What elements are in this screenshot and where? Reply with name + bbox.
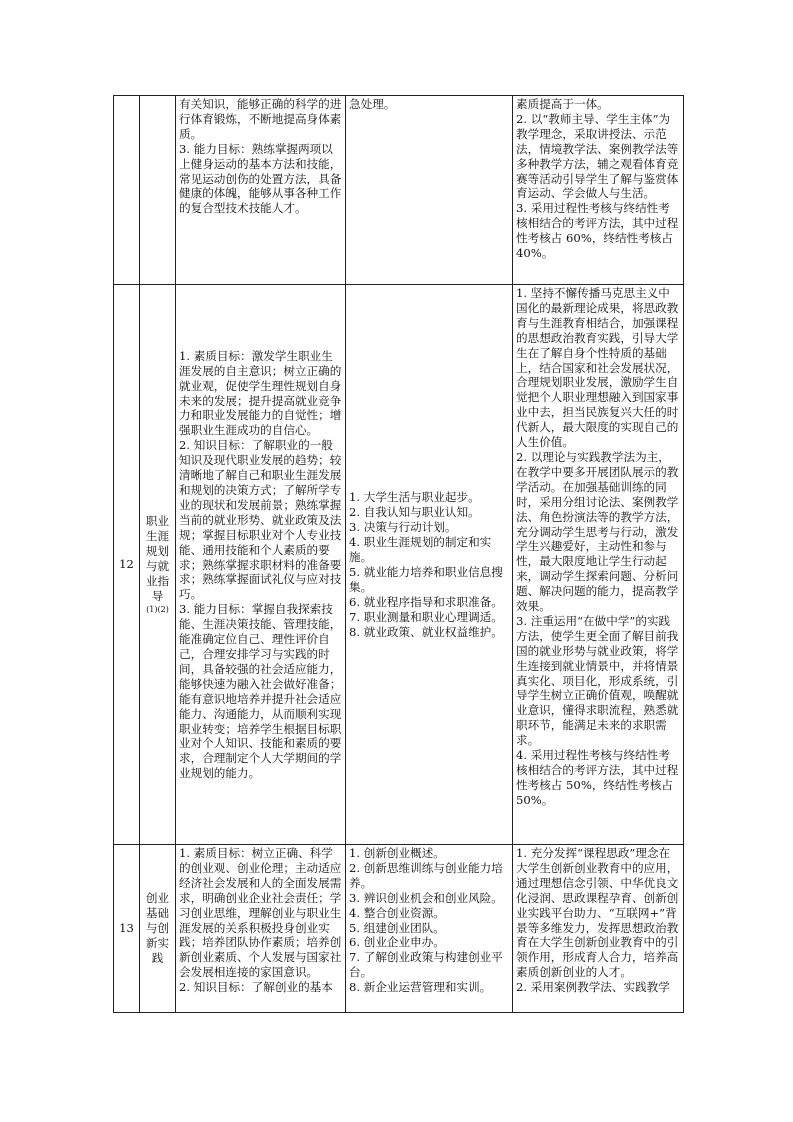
content-item: 2. 自我认知与职业认知。	[349, 505, 480, 520]
content-item: 急处理。	[349, 97, 396, 111]
objective-item: 1. 素质目标：树立正确、科学的创业观、创业伦理；主动适应经济社会发展和人的全面发展需求，明确创业企业社会责任；学习创业思维，理解创业与职业生涯发展的关系积极投身创业实践；培养团队协作素质；培养创新创业素质、个人发展与国家社会发展相连接的家国意识。	[179, 846, 342, 980]
methods-cell	[513, 845, 684, 1013]
method-item: 4. 采用过程性考核与终结性考核相结合的考评方法，其中过程性考核占 50%，终结性考核占 50%。	[516, 748, 679, 807]
method-item: 1. 充分发挥“课程思政”理念在大学生创新创业教育中的应用，通过理想信念引领、中华优良文化浸润、思政课程孕育、创新创业实践平台助力、“互联网+”背景等多维发力，发挥思想政治教育在大学生创新创业教育中的引领作用，形成育人合力，培养高素质创新创业的人才。	[516, 846, 679, 980]
methods-cell	[513, 285, 684, 845]
objective-item: 3. 能力目标：掌握自我探索技能、生涯决策技能、管理技能，能准确定位自己、理性评价自己，合理安排学习与实践的时间，具备较强的社会适应能力，能够快速为融入社会做好准备；能有意识地培养并提升社会适应能力、沟通能力，从而顺利实现职业转变；培养学生根据目标职业对个人知识、技能和素质的要求，合理制定个人大学期间的学业规划的能力。	[179, 602, 342, 781]
objective-item: 3. 能力目标：熟练掌握两项以上健身运动的基本方法和技能，常见运动创伤的处置方法，具备健康的体魄，能够从事各种工作的复合型技术技能人才。	[179, 141, 342, 216]
course-name: 职业生涯规划与就业指导	[145, 514, 170, 603]
table-row	[114, 96, 684, 285]
content-item: 6. 创业企业申办。	[349, 935, 445, 950]
content-item: 4. 职业生涯规划的制定和实施。	[349, 535, 492, 565]
content-item: 2. 创新思维训练与创业能力培养。	[349, 860, 503, 890]
course-name-cell	[140, 285, 176, 845]
method-item: 2. 以理论与实践教学法为主，在教学中要多开展团队展示的教学活动。在加强基础训练的同时，采用分组讨论法、案例教学法、角色扮演法等的教学方法，充分调动学生思考与行动，激发学生兴趣爱好，主动性和参与性，最大限度地让学生行动起来，调动学生探索问题、分析问题、解决问题的能力，提高教学效果。	[516, 449, 679, 614]
objective-item: 2. 知识目标：了解创业的基本	[179, 980, 333, 995]
method-item: 素质提高于一体。	[516, 97, 609, 111]
objectives-cell	[176, 96, 346, 285]
content-cell	[346, 96, 513, 285]
table-row	[114, 285, 684, 845]
objective-item: 2. 知识目标：了解职业的一般知识及现代职业发展的趋势；较清晰地了解自己和职业生涯发展和规划的决策方式；了解所学专业的现状和发展前景；熟练掌握当前的就业形势、就业政策及法规；掌握目标职业对个人专业技能、通用技能和个人素质的要求；熟练掌握求职材料的准备要求；熟练掌握面试礼仪与应对技巧。	[179, 438, 342, 602]
content-item: 1. 大学生活与职业起步。	[349, 490, 480, 505]
course-table	[113, 95, 684, 1013]
objectives-cell	[176, 845, 346, 1013]
content-cell	[346, 285, 513, 845]
content-item: 4. 整合创业资源。	[349, 905, 445, 920]
content-item: 7. 了解创业政策与构建创业平台。	[349, 950, 503, 980]
row-number	[114, 96, 140, 285]
row-number: 13	[114, 845, 140, 1013]
objective-item: 1. 素质目标：激发学生职业生涯发展的自主意识；树立正确的就业观，促使学生理性规划自身未来的发展；提升提高就业竞争力和职业发展能力的自觉性；增强职业生涯成功的自信心。	[179, 348, 342, 438]
content-item: 7. 职业测量和职业心理调适。	[349, 609, 503, 624]
content-item: 1. 创新创业概述。	[349, 846, 445, 860]
content-item: 3. 决策与行动计划。	[349, 520, 457, 535]
method-item: 2. 采用案例教学法、实践教学	[516, 980, 670, 995]
course-name-cell	[140, 845, 176, 1013]
content-item: 5. 就业能力培养和职业信息搜集。	[349, 565, 503, 594]
content-item: 6. 就业程序指导和求职准备。	[349, 594, 503, 609]
table-row	[114, 845, 684, 1013]
course-name-note: (1)(2)	[146, 604, 169, 614]
methods-cell	[513, 96, 684, 285]
objectives-cell	[176, 285, 346, 845]
course-name: 创业基础与创新实践	[145, 891, 170, 965]
method-item: 1. 坚持不懈传播马克思主义中国化的最新理论成果，将思政教育与生涯教育相结合，加强课程的思想政治教育实践，引导大学生在了解自身个性特质的基础上，结合国家和社会发展状况，合理规划职业发展，激励学生自觉把个人职业理想融入到国家事业中去，担当民族复兴大任的时代新人，最大限度的实现自己的人生价值。	[516, 286, 679, 450]
content-cell	[346, 845, 513, 1013]
objective-item: 有关知识，能够正确的科学的进行体育锻炼，不断地提高身体素质。	[179, 97, 342, 141]
method-item: 3. 注重运用“在做中学”的实践方法，使学生更全面了解目前我国的就业形势与就业政策，将学生连接到就业情景中，并将情景真实化、项目化，形成系统，引导学生树立正确价值观，唤醒就业意识，懂得求职流程，熟悉就职环节，能满足未来的求职需求。	[516, 613, 679, 748]
content-item: 3. 辨识创业机会和创业风险。	[349, 890, 503, 905]
course-name	[140, 96, 176, 285]
content-item: 8. 新企业运营管理和实训。	[349, 980, 492, 995]
method-item: 3. 采用过程性考核与终结性考核相结合的考评方法，其中过程性考核占 60%，终结性考核占 40%。	[516, 201, 679, 261]
content-item: 8. 就业政策、就业权益维护。	[349, 624, 503, 639]
row-number: 12	[114, 285, 140, 845]
content-item: 5. 组建创业团队。	[349, 920, 445, 935]
method-item: 2. 以“教师主导、学生主体”为教学理念，采取讲授法、示范法，情境教学法、案例教学法等多种教学方法，辅之观看体育竞赛等活动引导学生了解与鉴赏体育运动、学会做人与生活。	[516, 111, 679, 201]
